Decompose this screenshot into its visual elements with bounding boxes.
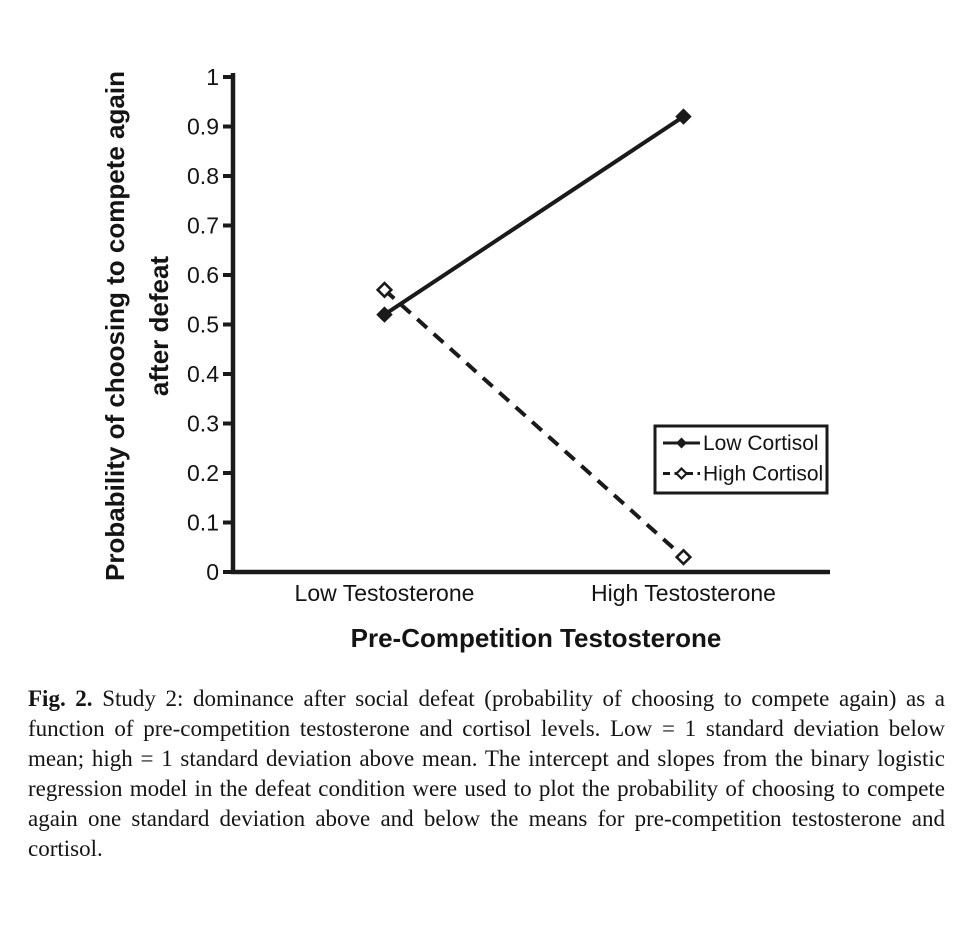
caption-label: Fig. 2. bbox=[28, 686, 93, 711]
x-category-label: Low Testosterone bbox=[294, 580, 475, 606]
x-axis-title: Pre-Competition Testosterone bbox=[350, 623, 722, 653]
y-axis-title-line: Probability of choosing to compete again bbox=[100, 71, 130, 581]
y-tick-label: 0.2 bbox=[187, 460, 219, 486]
series-line-high-cortisol bbox=[384, 290, 683, 557]
y-tick-label: 0.3 bbox=[187, 410, 219, 437]
y-tick-label: 0.9 bbox=[187, 113, 219, 140]
caption-text: Study 2: dominance after social defeat (probability of choosing to compete again) as a function of pre-competition testosterone and cortisol levels. Low = 1 standard deviation below mean; high = 1 standard deviation above mean. The intercept and slopes from the binary logistic regression model in the defeat condition were used to plot the probability of choosing to compete again one standard deviation above and below the means for pre-competition testosterone and cortisol. bbox=[28, 686, 946, 861]
y-tick-label: 1 bbox=[206, 64, 219, 90]
x-category-label: High Testosterone bbox=[591, 580, 776, 606]
y-tick-label: 0.6 bbox=[187, 262, 219, 288]
y-tick-label: 0.1 bbox=[187, 509, 219, 536]
open-diamond-marker bbox=[677, 550, 691, 564]
y-tick-label: 0.5 bbox=[187, 311, 219, 338]
y-tick-label: 0.4 bbox=[187, 361, 219, 387]
figure-caption bbox=[28, 684, 945, 864]
legend-label: Low Cortisol bbox=[703, 432, 819, 455]
y-axis-title-line: after defeat bbox=[144, 255, 174, 397]
y-tick-label: 0 bbox=[206, 559, 219, 585]
y-tick-label: 0.8 bbox=[187, 163, 219, 189]
legend-label: High Cortisol bbox=[703, 462, 824, 486]
series-line-low-cortisol bbox=[384, 117, 683, 315]
y-tick-label: 0.7 bbox=[187, 212, 219, 239]
